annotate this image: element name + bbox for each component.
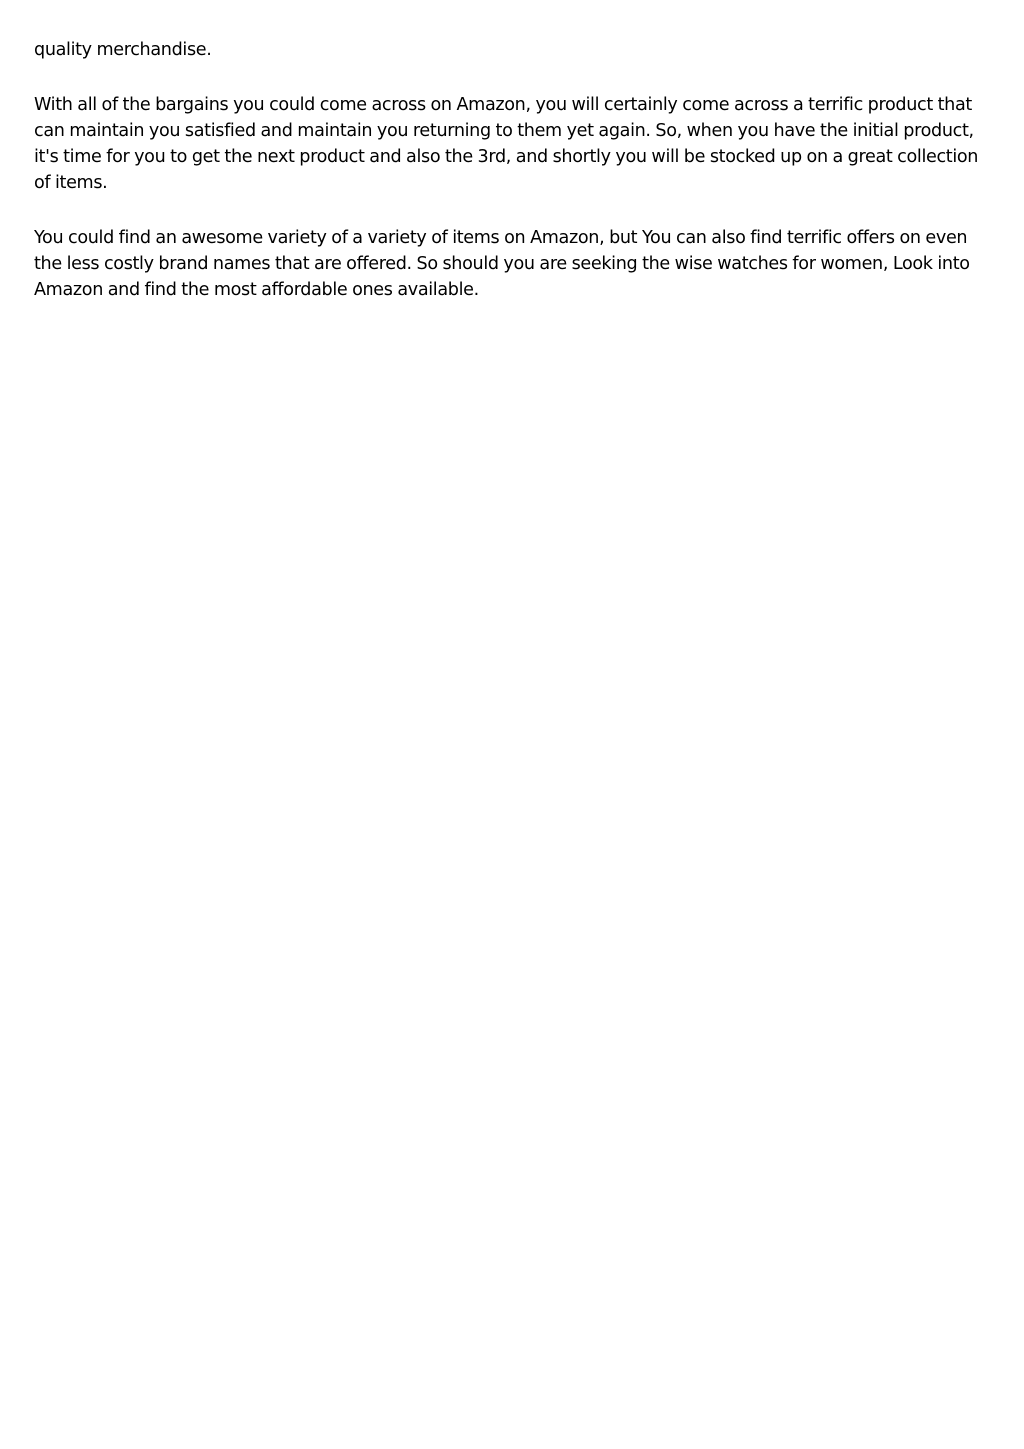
- document-page: [34, 37, 994, 332]
- paragraph-3: You could find an awesome variety of a variety of items on Amazon, but You can also find terrific offers on even the less costly brand names that are offered. So should you are seeking the wise watches for women, Look into Amazon and find the most affordable ones available.: [34, 228, 970, 300]
- paragraph-2: With all of the bargains you could come across on Amazon, you will certainly come across a terrific product that can maintain you satisfied and maintain you returning to them yet again. So, when you have the initial product, it's time for you to get the next product and also the 3rd, and shortly you will be stocked up on a great collection of items.: [34, 95, 979, 193]
- paragraph-1: quality merchandise.: [34, 40, 212, 60]
